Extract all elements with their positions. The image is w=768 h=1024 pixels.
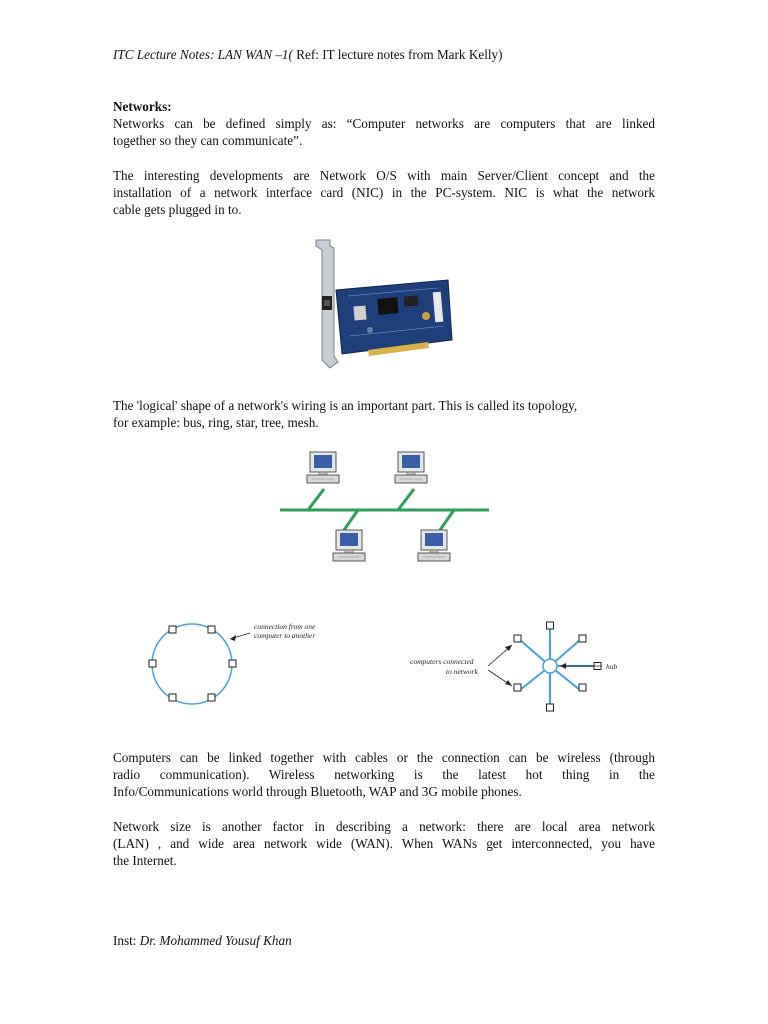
page-footer (113, 932, 655, 949)
page-header (113, 46, 655, 63)
paragraph-line: Networks can be defined simply as: “Computer networks are computers that are linked (113, 116, 655, 131)
bus-topology-diagram (278, 448, 492, 570)
star-hub-label: hub (606, 662, 618, 671)
ring-topology-diagram (146, 616, 342, 712)
paragraph-line: The 'logical' shape of a network's wiring is an important part. This is called its topology, (113, 398, 578, 413)
paragraph-line: for example: bus, ring, star, tree, mesh. (113, 415, 319, 430)
paragraph-line: (LAN) , and wide area network wide (WAN). When WANs get interconnected, you have (113, 836, 655, 851)
star-computers-label-line-1: computers connected (410, 657, 474, 666)
network-interface-card-image (308, 236, 460, 374)
section-heading: Networks: (113, 99, 172, 114)
star-computers-label-line-2: to network (446, 667, 478, 676)
paragraph-line: radio communication). Wireless networking is the latest hot thing in the (113, 767, 655, 782)
paragraph-line: Info/Communications world through Bluetooth, WAP and 3G mobile phones. (113, 784, 522, 799)
paragraph-line: together so they can communicate”. (113, 133, 303, 148)
ring-label-line-1: connection from one (254, 622, 316, 631)
star-topology-diagram (408, 620, 628, 716)
footer-label: Inst: (113, 933, 140, 948)
instructor-name: Dr. Mohammed Yousuf Khan (139, 933, 292, 948)
paragraph-line: Computers can be linked together with cables or the connection can be wireless (through (113, 750, 655, 765)
paragraph-line: Network size is another factor in describing a network: there are local area network (113, 819, 655, 834)
paragraph-line: installation of a network interface card (NIC) in the PC-system. NIC is what the network (113, 185, 655, 200)
header-title: ITC Lecture Notes: LAN WAN –1( (113, 47, 293, 62)
paragraph-line: cable gets plugged in to. (113, 202, 242, 217)
header-reference: Ref: IT lecture notes from Mark Kelly) (292, 47, 503, 62)
paragraph-line: The interesting developments are Network O/S with main Server/Client concept and the (113, 168, 655, 183)
ring-label-line-2: computer to another (254, 631, 316, 640)
paragraph-line: the Internet. (113, 853, 177, 868)
